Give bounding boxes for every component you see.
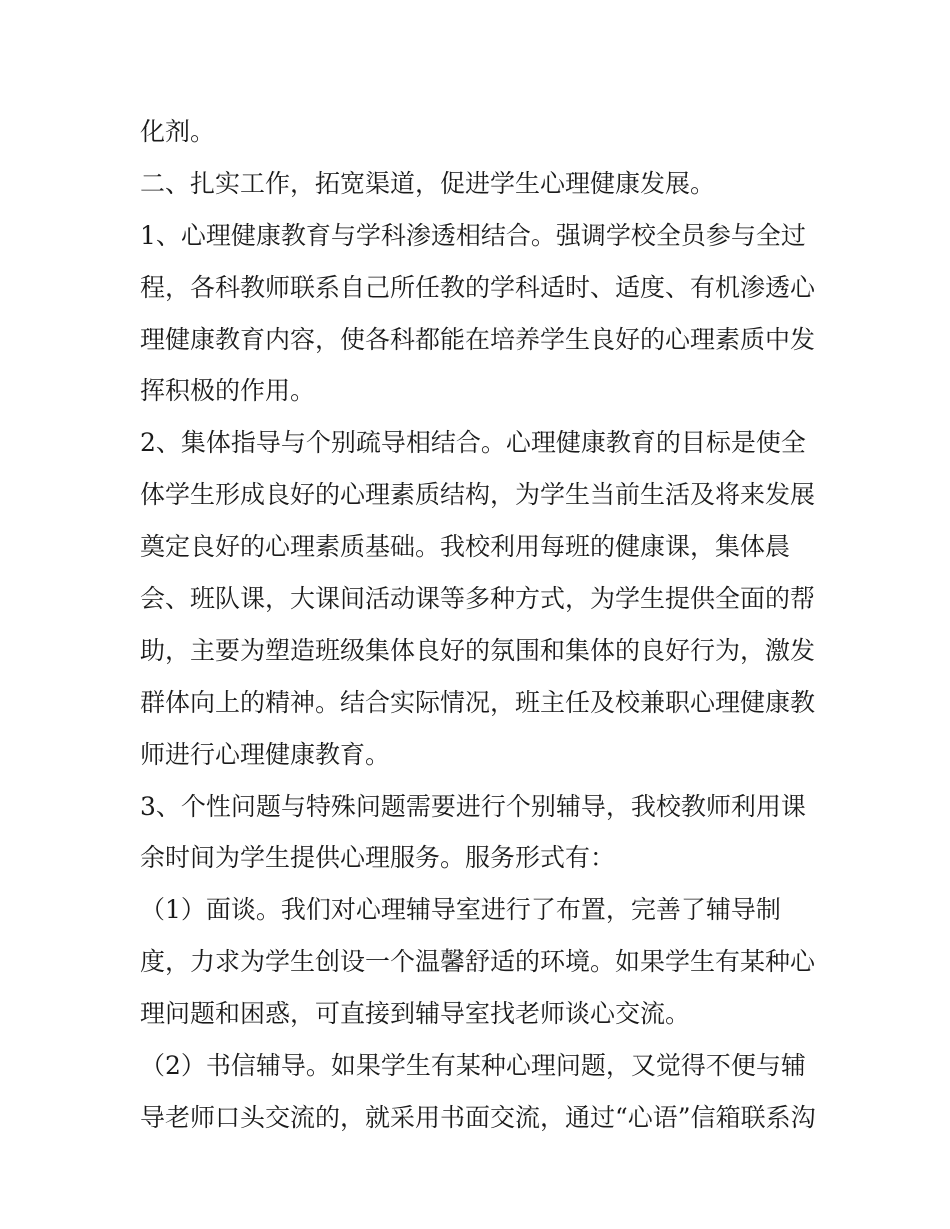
section-heading: 二、扎实工作，拓宽渠道，促进学生心理健康发展。 <box>140 168 716 198</box>
text-line: 师进行心理健康教育。 <box>140 739 391 769</box>
text-line: 2、集体指导与个别疏导相结合。心理健康教育的目标是使全 <box>140 428 806 458</box>
text-line: 导老师口头交流的，就采用书面交流，通过“心语”信箱联系沟 <box>140 1102 816 1132</box>
text-line: 3、个性问题与特殊问题需要进行个别辅导，我校教师利用课 <box>140 791 806 821</box>
text-line: 度，力求为学生创设一个温馨舒适的环境。如果学生有某种心 <box>140 947 816 977</box>
text-line: 体学生形成良好的心理素质结构，为学生当前生活及将来发展 <box>140 480 816 510</box>
text-line: （2）书信辅导。如果学生有某种心理问题，又觉得不便与辅 <box>140 1051 806 1081</box>
text-line: 群体向上的精神。结合实际情况，班主任及校兼职心理健康教 <box>140 687 816 717</box>
text-line: （1）面谈。我们对心理辅导室进行了布置，完善了辅导制 <box>140 895 781 925</box>
text-line: 化剂。 <box>140 117 216 146</box>
text-line: 余时间为学生提供心理服务。服务形式有： <box>140 843 616 873</box>
text-line: 1、心理健康教育与学科渗透相结合。强调学校全员参与全过 <box>140 220 806 250</box>
text-line: 理问题和困惑，可直接到辅导室找老师谈心交流。 <box>140 999 691 1029</box>
text-line: 奠定良好的心理素质基础。我校利用每班的健康课，集体晨 <box>140 532 791 562</box>
text-line: 程，各科教师联系自己所任教的学科适时、适度、有机渗透心 <box>140 272 816 302</box>
text-line: 挥积极的作用。 <box>140 376 316 406</box>
text-line: 助，主要为塑造班级集体良好的氛围和集体的良好行为，激发 <box>140 635 816 665</box>
document-body <box>140 106 820 1144</box>
text-line: 理健康教育内容，使各科都能在培养学生良好的心理素质中发 <box>140 324 816 354</box>
text-line: 会、班队课，大课间活动课等多种方式，为学生提供全面的帮 <box>140 584 816 614</box>
